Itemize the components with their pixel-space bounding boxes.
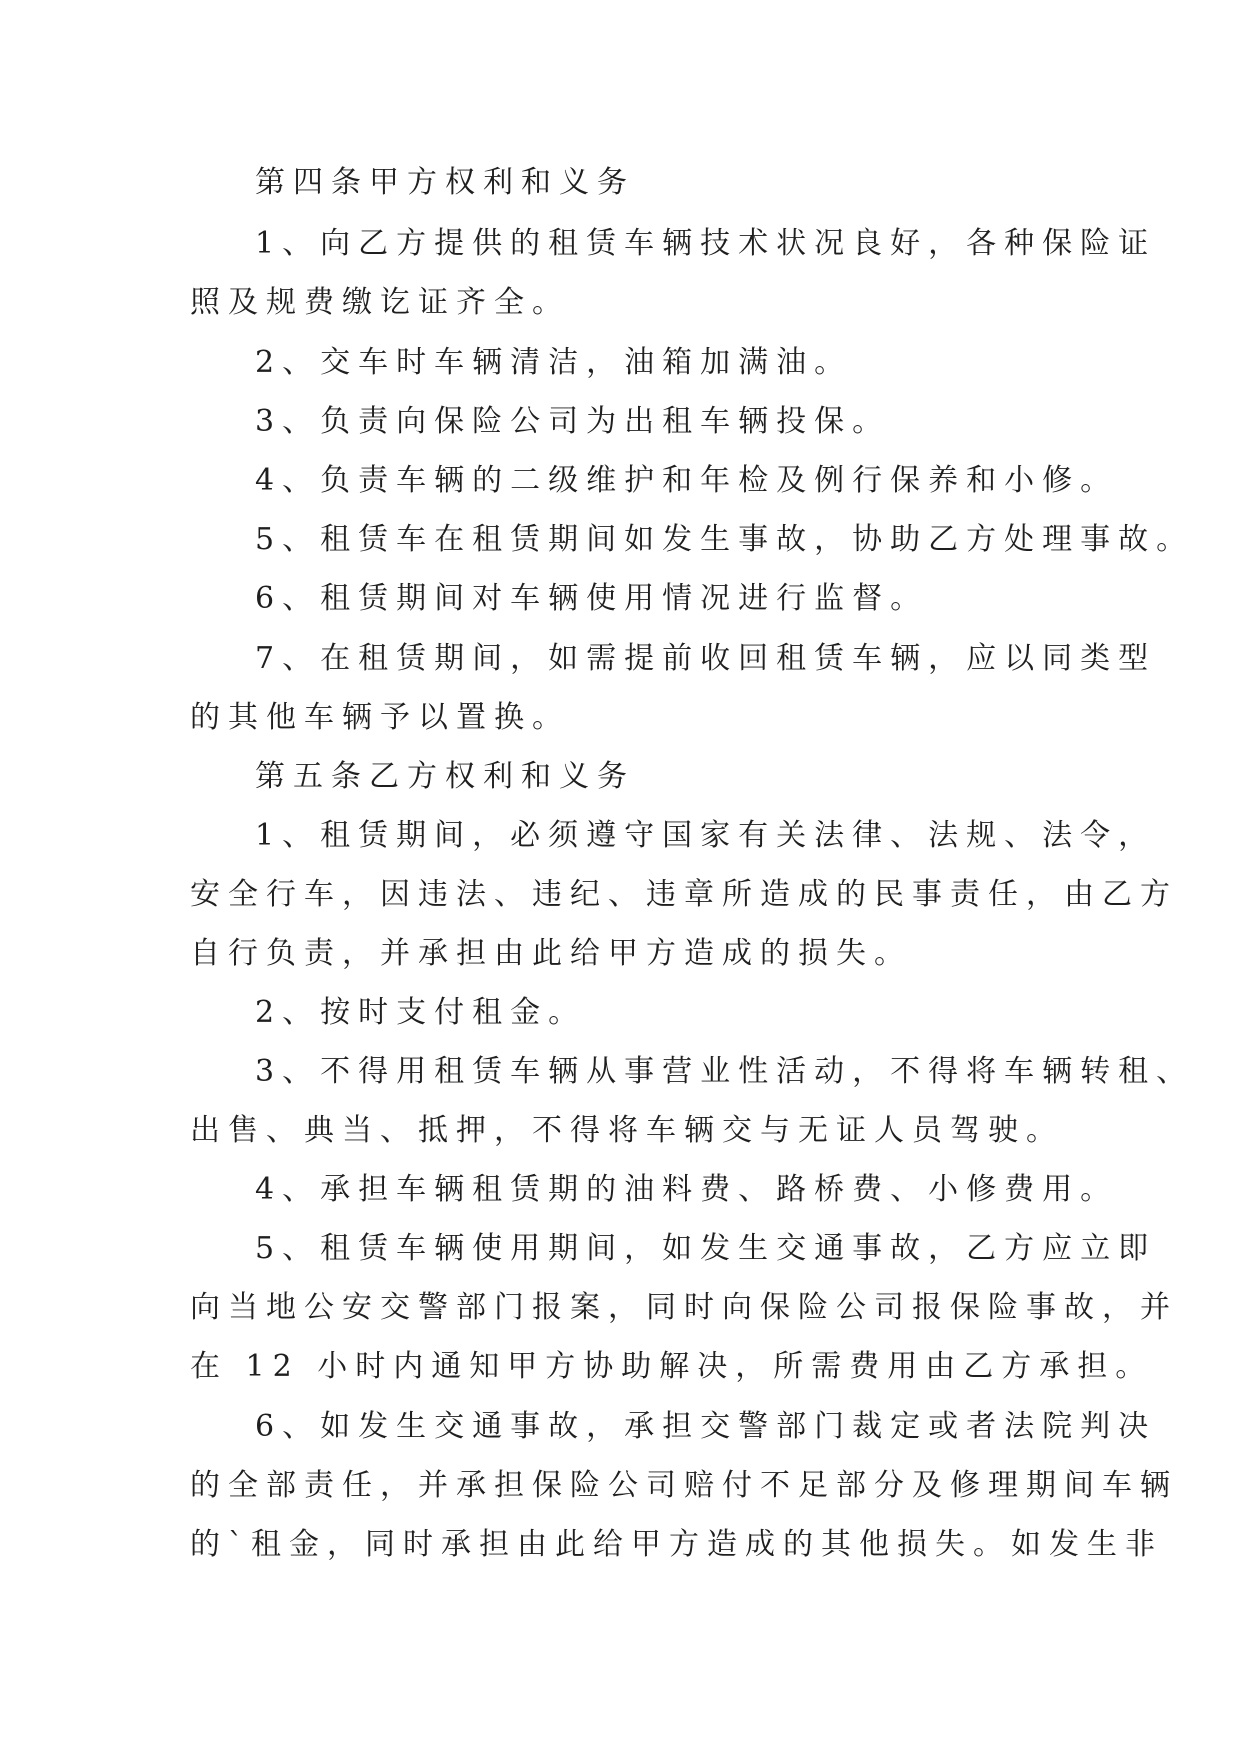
- section4-item1-line1: 1、向乙方提供的租赁车辆技术状况良好，各种保险证: [255, 226, 1157, 261]
- section5-item5-line2: 向当地公安交警部门报案，同时向保险公司报保险事故，并: [190, 1290, 1178, 1325]
- section5-item1-line3: 自行负责，并承担由此给甲方造成的损失。: [190, 936, 912, 971]
- section4-heading: 第四条甲方权利和义务: [255, 165, 635, 200]
- section4-item2: 2、交车时车辆清洁，油箱加满油。: [255, 345, 853, 380]
- section5-item5-line1: 5、租赁车辆使用期间，如发生交通事故，乙方应立即: [255, 1231, 1157, 1266]
- section5-item6-line1: 6、如发生交通事故，承担交警部门裁定或者法院判决: [255, 1409, 1157, 1444]
- section5-item5-line3: 在 12 小时内通知甲方协助解决，所需费用由乙方承担。: [190, 1349, 1154, 1384]
- section5-heading: 第五条乙方权利和义务: [255, 759, 635, 794]
- section4-item4: 4、负责车辆的二级维护和年检及例行保养和小修。: [255, 463, 1119, 498]
- section5-item6-line3: 的`租金，同时承担由此给甲方造成的其他损失。如发生非: [190, 1527, 1163, 1562]
- section4-item7-line2: 的其他车辆予以置换。: [190, 700, 570, 735]
- section5-item1-line2: 安全行车，因违法、违纪、违章所造成的民事责任，由乙方: [190, 877, 1178, 912]
- section4-item7-line1: 7、在租赁期间，如需提前收回租赁车辆，应以同类型: [255, 641, 1157, 676]
- section5-item2: 2、按时支付租金。: [255, 995, 587, 1030]
- section5-item4: 4、承担车辆租赁期的油料费、路桥费、小修费用。: [255, 1172, 1119, 1207]
- section4-item3: 3、负责向保险公司为出租车辆投保。: [255, 404, 891, 439]
- section4-item1-line2: 照及规费缴讫证齐全。: [190, 285, 570, 320]
- section4-item5: 5、租赁车在租赁期间如发生事故，协助乙方处理事故。: [255, 522, 1195, 557]
- section5-item1-line1: 1、租赁期间，必须遵守国家有关法律、法规、法令，: [255, 818, 1157, 853]
- section5-item6-line2: 的全部责任，并承担保险公司赔付不足部分及修理期间车辆: [190, 1468, 1178, 1503]
- section5-item3-line2: 出售、典当、抵押，不得将车辆交与无证人员驾驶。: [190, 1113, 1064, 1148]
- section5-item3-line1: 3、不得用租赁车辆从事营业性活动，不得将车辆转租、: [255, 1054, 1195, 1089]
- section4-item6: 6、租赁期间对车辆使用情况进行监督。: [255, 581, 929, 616]
